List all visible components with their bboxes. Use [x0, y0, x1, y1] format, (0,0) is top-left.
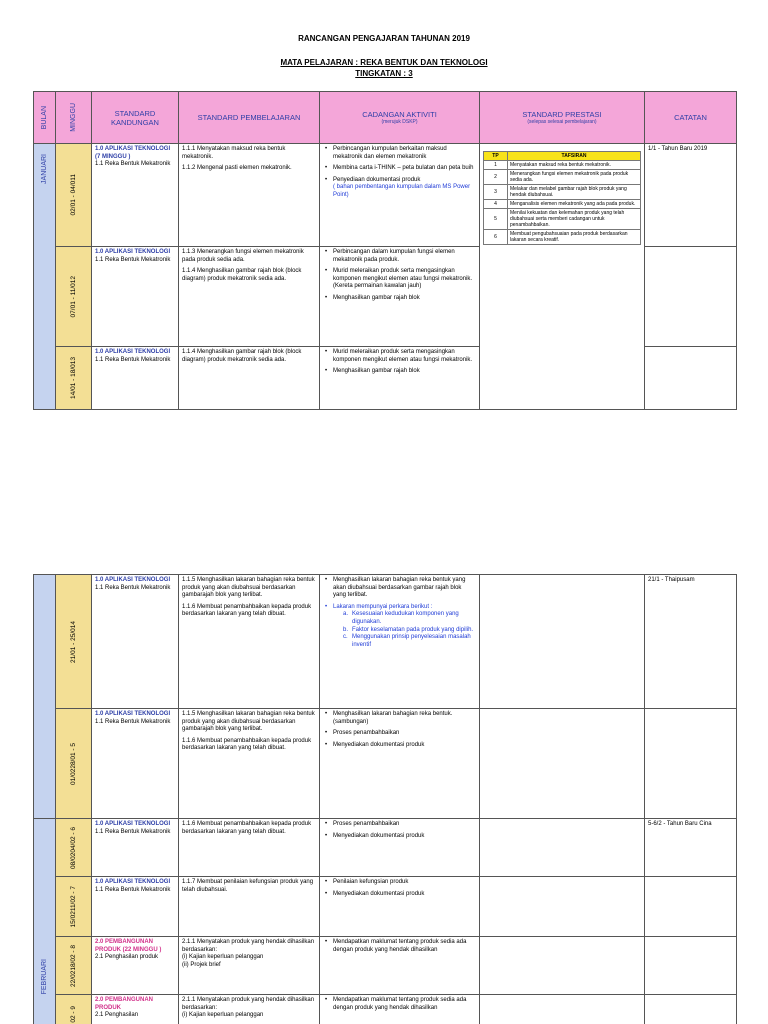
month-cell-january: JANUARI [34, 144, 56, 410]
week-cell: 15/0211/02 - 7 [56, 877, 92, 937]
subject-line: MATA PELAJARAN : REKA BENTUK DAN TEKNOLOGI [280, 58, 488, 67]
standard-pembelajaran-cell: 2.1.1 Menyatakan produk yang hendak dihasilkan berdasarkan: (i) Kajian keperluan pelanggan (ii) Projek brief [179, 937, 320, 995]
tp-table: TP TAFSIRAN 1 Menyatakan maksud reka bentuk mekatronik. 2 Menerangkan fungsi elemen mekatronik pada produk sedia ada. 3 Melakar dan melabel gambar rajah blok produk yang hendak diubahsuai. 4 Menganalisis elemen mekatronik yang ada pada produk. 5 Menilai kekuatan dan kelemahan produk yang telah diubahsuai serta memberi cadangan untuk penambahbaikan. 6 Membuat pengubahsuaian pada produk berdasarkan lakaran secara kreatif. [483, 151, 641, 245]
header-bulan: BULAN [34, 92, 56, 144]
month-cell-blank [34, 575, 56, 819]
standard-prestasi-cell [480, 819, 645, 877]
standard-kandungan-cell: 1.0 APLIKASI TEKNOLOGI 1.1 Reka Bentuk Mekatronik [92, 575, 179, 709]
standard-prestasi-cell [480, 937, 645, 995]
standard-pembelajaran-cell: 1.1.4 Menghasilkan gambar rajah blok (block diagram) produk mekatronik sedia ada. [179, 347, 320, 410]
plan-table-february [33, 574, 737, 1024]
header-minggu: MINGGU [56, 92, 92, 144]
week-cell: 02/01 - 04/011 [56, 144, 92, 247]
standard-prestasi-cell [480, 575, 645, 709]
table-row [34, 937, 737, 995]
document-title: RANCANGAN PENGAJARAN TAHUNAN 2019 [298, 34, 470, 43]
week-cell: 21/01 - 25/014 [56, 575, 92, 709]
standard-kandungan-cell: 1.0 APLIKASI TEKNOLOGI 1.1 Reka Bentuk Mekatronik [92, 709, 179, 819]
catatan-cell [645, 877, 737, 937]
standard-kandungan-cell: 1.0 APLIKASI TEKNOLOGI 1.1 Reka Bentuk Mekatronik [92, 247, 179, 347]
table-row [34, 819, 737, 877]
cadangan-aktiviti-cell: • Menghasilkan lakaran bahagian reka bentuk yang akan diubahsuai berdasarkan gambar rajah blok yang terlibat. • Lakaran mempunyai perkara berikut : a. Kesesuaian kedudukan komponen yang digunakan. b. Faktor keselamatan pada produk yang dipilih. c. Menggunakan prinsip penyelesaian masalah inventif [320, 575, 480, 709]
catatan-cell [645, 347, 737, 410]
standard-prestasi-cell [480, 709, 645, 819]
standard-pembelajaran-cell: 1.1.1 Menyatakan maksud reka bentuk mekatronik. 1.1.2 Mengenal pasti elemen mekatronik. [179, 144, 320, 247]
standard-prestasi-cell [480, 877, 645, 937]
cadangan-aktiviti-cell: • Penilaian kefungsian produk • Menyediakan dokumentasi produk [320, 877, 480, 937]
header-standard-pembelajaran: STANDARD PEMBELAJARAN [179, 92, 320, 144]
standard-pembelajaran-cell: 1.1.5 Menghasilkan lakaran bahagian reka bentuk produk yang akan diubahsuai berdasarkan gambarajah blok yang terlibat. 1.1.6 Membuat penambahbaikan kepada produk berdasarkan lakaran yang telah dibuat. [179, 709, 320, 819]
week-cell: 07/01 - 11/012 [56, 247, 92, 347]
table-row [34, 144, 737, 247]
month-cell-february: FEBRUARI [34, 819, 56, 1024]
catatan-cell: 1/1 - Tahun Baru 2019 [645, 144, 737, 247]
header-catatan: CATATAN [645, 92, 737, 144]
standard-kandungan-cell: 1.0 APLIKASI TEKNOLOGI (7 MINGGU ) 1.1 Reka Bentuk Mekatronik [92, 144, 179, 247]
catatan-cell [645, 247, 737, 347]
standard-prestasi-cell [480, 144, 645, 410]
header-cadangan-aktiviti: CADANGAN AKTIVITI (merujuk DSKP) [320, 92, 480, 144]
cadangan-aktiviti-cell: • Mendapatkan maklumat tentang produk sedia ada dengan produk yang hendak dihasilkan [320, 937, 480, 995]
standard-pembelajaran-cell: 1.1.3 Menerangkan fungsi elemen mekatronik pada produk sedia ada. 1.1.4 Menghasilkan gambar rajah blok (block diagram) produk mekatronik sedia ada. [179, 247, 320, 347]
plan-table-january [33, 91, 737, 410]
standard-pembelajaran-cell: 1.1.6 Membuat penambahbaikan kepada produk berdasarkan lakaran yang telah dibuat. [179, 819, 320, 877]
cadangan-aktiviti-cell: • Mendapatkan maklumat tentang produk sedia ada dengan produk yang hendak dihasilkan [320, 995, 480, 1024]
cadangan-aktiviti-cell: • Menghasilkan lakaran bahagian reka bentuk. (sambungan) • Proses penambahbaikan • Menyediakan dokumentasi produk [320, 709, 480, 819]
week-cell: 08/0204/02 - 6 [56, 819, 92, 877]
level-line: TINGKATAN : 3 [355, 69, 413, 78]
catatan-cell [645, 709, 737, 819]
cadangan-aktiviti-cell: • Murid meleraikan produk serta mengasingkan komponen mengikut elemen atau fungsi mekatronik. • Menghasilkan gambar rajah blok [320, 347, 480, 410]
header-row [34, 92, 737, 144]
table-row [34, 709, 737, 819]
standard-pembelajaran-cell: 1.1.7 Membuat penilaian kefungsian produk yang telah diubahsuai. [179, 877, 320, 937]
catatan-cell [645, 995, 737, 1024]
header-standard-prestasi: STANDARD PRESTASI (selepas selesai pembelajaran) [480, 92, 645, 144]
week-cell: 02 - 9 [56, 995, 92, 1024]
standard-pembelajaran-cell: 1.1.5 Menghasilkan lakaran bahagian reka bentuk produk yang akan diubahsuai berdasarkan gambarajah blok yang terlibat. 1.1.6 Membuat penambahbaikan kepada produk berdasarkan lakaran yang telah dibuat. [179, 575, 320, 709]
table-row [34, 575, 737, 709]
catatan-cell [645, 937, 737, 995]
catatan-cell: 5-6/2 - Tahun Baru Cina [645, 819, 737, 877]
standard-pembelajaran-cell: 2.1.1 Menyatakan produk yang hendak dihasilkan berdasarkan: (i) Kajian keperluan pelanggan [179, 995, 320, 1024]
standard-kandungan-cell: 2.0 PEMBANGUNAN PRODUK 2.1 Penghasilan [92, 995, 179, 1024]
week-cell: 01/0228/01 - 5 [56, 709, 92, 819]
catatan-cell: 21/1 - Thaipusam [645, 575, 737, 709]
standard-kandungan-cell: 1.0 APLIKASI TEKNOLOGI 1.1 Reka Bentuk Mekatronik [92, 877, 179, 937]
standard-kandungan-cell: 1.0 APLIKASI TEKNOLOGI 1.1 Reka Bentuk Mekatronik [92, 347, 179, 410]
cadangan-aktiviti-cell: • Proses penambahbaikan • Menyediakan dokumentasi produk [320, 819, 480, 877]
standard-kandungan-cell: 1.0 APLIKASI TEKNOLOGI 1.1 Reka Bentuk Mekatronik [92, 819, 179, 877]
cadangan-aktiviti-cell: • Perbincangan dalam kumpulan fungsi elemen mekatronik pada produk. • Murid meleraikan produk serta mengasingkan komponen mengikut elemen atau fungsi mekatronik. (Kereta permainan kawalan jauh) • Menghasilkan gambar rajah blok [320, 247, 480, 347]
table-row [34, 995, 737, 1024]
standard-prestasi-cell [480, 995, 645, 1024]
header-standard-kandungan: STANDARD KANDUNGAN [92, 92, 179, 144]
week-cell: 22/0218/02 - 8 [56, 937, 92, 995]
table-row [34, 877, 737, 937]
standard-kandungan-cell: 2.0 PEMBANGUNAN PRODUK (22 MINGGU ) 2.1 Penghasilan produk [92, 937, 179, 995]
cadangan-aktiviti-cell: • Perbincangan kumpulan berkaitan maksud mekatronik dan elemen mekatronik • Membina carta i-THINK – peta bulatan dan peta buih • Penyediaan dokumentasi produk ( bahan pembentangan kumpulan dalam MS Power Point) [320, 144, 480, 247]
week-cell: 14/01 - 18/013 [56, 347, 92, 410]
